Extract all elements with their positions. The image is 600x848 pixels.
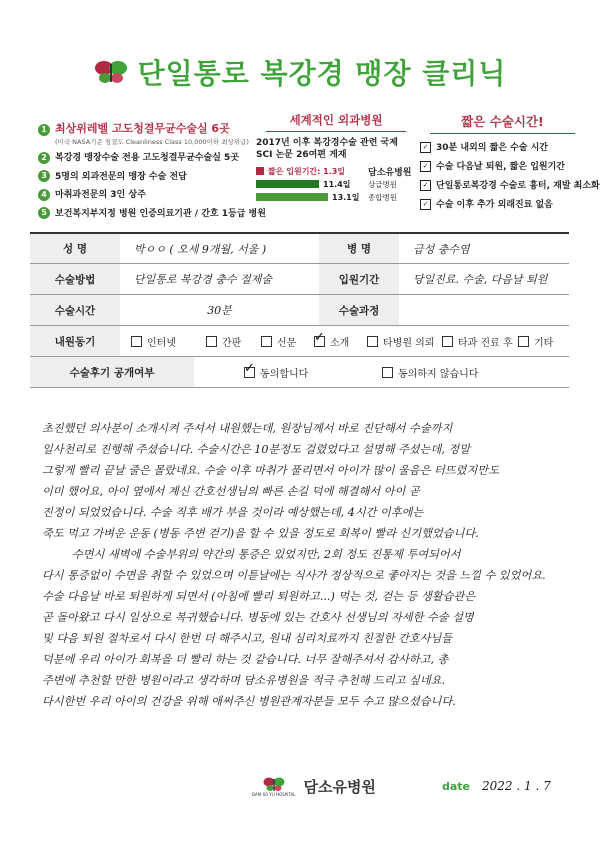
- butterfly-logo-icon: [263, 776, 285, 792]
- stay-bar-legend: 상급병원: [368, 179, 397, 189]
- time-value: 30분: [207, 304, 232, 317]
- checkbox-icon[interactable]: [382, 367, 393, 378]
- form-row-method: [30, 264, 569, 295]
- letter-line: 수술 다음날 바로 퇴원하게 되면서 (아침에 빨리 퇴원하고...) 먹는 것, 걷는 등 생활습관은: [42, 590, 476, 603]
- review-letter: [42, 418, 557, 712]
- form-row-consent: [30, 357, 569, 388]
- stay-bar-row: [256, 178, 416, 190]
- features-panel: [38, 120, 266, 219]
- motive-option-etc[interactable]: 기타: [518, 326, 553, 356]
- divider: [266, 131, 406, 132]
- consent-yes-option[interactable]: ✓ 동의합니다: [244, 357, 308, 387]
- stay-bar-row: [256, 191, 416, 203]
- checkbox-icon[interactable]: [261, 336, 272, 347]
- letter-line: 곧 돌아왔고 다시 일상으로 복귀했습니다. 병동에 있는 간호사 선생님의 자세한 수술 설명: [42, 611, 474, 624]
- feature-item: 1 최상위레벨 고도청결무균수술실 6곳: [38, 120, 266, 136]
- checkbox-icon[interactable]: [518, 336, 529, 347]
- hospital-emblem: [252, 776, 295, 797]
- checkbox-icon[interactable]: [442, 336, 453, 347]
- stay-bar: [256, 167, 264, 175]
- date-label: date: [442, 779, 471, 793]
- hospital-name: 담소유병원: [303, 778, 376, 796]
- time-label: 수술시간: [30, 295, 120, 325]
- check-icon: ✓: [420, 180, 431, 191]
- short-item: ✓ 수술 다음날 퇴원, 짧은 입원기간: [420, 159, 585, 172]
- check-icon: ✓: [420, 142, 431, 153]
- motive-option-other-dept[interactable]: 타과 진료 후: [442, 326, 513, 356]
- world-class-panel: [256, 112, 416, 204]
- letter-line: 초진했던 의사분이 소개시켜 주셔서 내원했는데, 원장님께서 바로 진단해서 수술까지: [42, 422, 453, 435]
- consent-label: 수술후기 공개여부: [30, 357, 194, 387]
- world-line-1: 2017년 이후 복강경수술 관련 국제: [256, 138, 398, 148]
- stay-bar-legend: 종합병원: [368, 192, 397, 202]
- divider: [430, 133, 575, 134]
- page-title: 단일통로 복강경 맹장 클리닉: [137, 57, 507, 90]
- stay-value: 당일진료. 수술, 다음날 퇴원: [413, 273, 548, 286]
- feature-item: 3 5명의 외과전문의 맹장 수술 전담: [38, 169, 266, 183]
- check-icon: ✓: [420, 199, 431, 210]
- letter-line: 죽도 먹고 가벼운 운동 (병동 주변 걷기)을 할 수 있을 정도로 회복이 빨라 신기했었습니다.: [42, 527, 479, 540]
- feature-item: 4 마취과전문의 3인 상주: [38, 187, 266, 201]
- method-label: 수술방법: [30, 264, 120, 294]
- letter-line: 다시 통증없이 수면을 취할 수 있었으며 이튿날에는 식사가 정상적으로 좋아지는 것을 느낄 수 있었어요.: [42, 569, 546, 582]
- motive-option-internet[interactable]: 인터넷: [131, 326, 176, 356]
- stay-bar-row: [256, 165, 416, 177]
- disease-value: 급성 충수염: [413, 242, 470, 256]
- feature-item: 5 보건복지부지정 병원 인증의료기관 / 간호 1등급 병원: [38, 206, 266, 220]
- page-header: [0, 52, 600, 92]
- letter-line: 주변에 추천할 만한 병원이라고 생각하며 담소유병원을 적극 추천해 드리고 싶네요.: [42, 674, 446, 687]
- butterfly-logo-icon: [94, 58, 128, 86]
- letter-line: 그렇게 빨리 끝날 줄은 몰랐네요. 수술 이후 마취가 풀리면서 아이가 많이 울음은 터뜨렸지만도: [42, 464, 499, 477]
- review-form: [30, 232, 569, 388]
- form-row-time: [30, 295, 569, 326]
- motive-label: 내원동기: [30, 326, 120, 356]
- date-value: 2022 . 1 . 7: [482, 779, 551, 793]
- short-item: ✓ 단일통로복강경 수술로 흉터, 재발 최소화: [420, 178, 585, 191]
- motive-option-signboard[interactable]: 간판: [206, 326, 241, 356]
- process-value: [399, 295, 569, 325]
- form-row-motive: [30, 326, 569, 357]
- stay-bar: [256, 180, 319, 188]
- stay-bar-legend: 담소유병원: [368, 167, 412, 178]
- letter-line: 이미 했어요, 아이 옆에서 계신 간호선생님의 빠른 손길 덕에 해결해서 아이 곧: [42, 485, 420, 498]
- checkbox-checked-icon[interactable]: [244, 367, 255, 378]
- consent-no-option[interactable]: 동의하지 않습니다: [382, 357, 478, 387]
- letter-line: 덕분에 우리 아이가 회복을 더 빨리 하는 것 같습니다. 너무 잘해주셔서 감사하고, 총: [42, 653, 449, 666]
- form-row-name: [30, 234, 569, 264]
- short-heading: 짧은 수술시간!: [461, 114, 544, 129]
- name-value: 박ㅇㅇ ( 오세 9개월, 서울 ): [134, 242, 267, 256]
- world-line-2: SCI 논문 26여편 게재: [256, 150, 347, 160]
- letter-line: 진정이 되었었습니다. 수술 직후 배가 부을 것이라 예상했는데, 4시간 이후에는: [42, 506, 424, 519]
- feature-subnote: (미국 NASA기준 청결도 Cleanliness Class 10,000이하 최상위급): [55, 138, 249, 146]
- feature-item: 2 복강경 맹장수술 전용 고도청결무균수술실 5곳: [38, 150, 266, 164]
- disease-label: 병 명: [319, 234, 399, 263]
- hospital-logo-text: DAM SO YU HOSPITAL: [252, 792, 296, 797]
- letter-line: 수면시 새벽에 수술부위의 약간의 통증은 있었지만, 2회 정도 진통제 투여되어서: [72, 548, 461, 561]
- footer-hospital-logo: [252, 776, 376, 797]
- letter-line: 다시한번 우리 아이의 건강을 위해 애써주신 병원관계자분들 모두 수고 많으셨습니다.: [42, 695, 456, 708]
- method-value: 단일통로 복강경 충수 절제술: [134, 273, 273, 286]
- stay-label: 입원기간: [319, 264, 399, 294]
- letter-line: 및 다음 퇴원 절차로서 다시 한번 더 해주시고, 원내 심리치료까지 친절한 간호사님들: [42, 632, 453, 645]
- stay-bar: [256, 193, 328, 201]
- process-label: 수술과정: [319, 295, 399, 325]
- short-surgery-panel: [420, 112, 600, 210]
- name-label: 성 명: [30, 234, 120, 263]
- stay-bar-label: 13.1일: [332, 192, 360, 202]
- date-field: [442, 779, 551, 793]
- motive-option-referral[interactable]: ✓ 소개: [314, 326, 349, 356]
- checkbox-icon[interactable]: [131, 336, 142, 347]
- short-item: ✓ 수술 이후 추가 외래진료 없음: [420, 197, 585, 210]
- letter-line: 일사천리로 진행해 주셨습니다. 수술시간은 10분정도 걸렸었다고 설명해 주셨는데, 정말: [42, 443, 471, 456]
- check-icon: ✓: [420, 161, 431, 172]
- world-heading: 세계적인 외과병원: [289, 113, 383, 127]
- stay-bar-label: 11.4일: [323, 179, 351, 189]
- stay-length-bars: [256, 165, 416, 203]
- checkbox-icon[interactable]: [367, 336, 378, 347]
- checkbox-icon[interactable]: [206, 336, 217, 347]
- motive-option-newspaper[interactable]: 신문: [261, 326, 296, 356]
- short-item: ✓ 30분 내외의 짧은 수술 시간: [420, 140, 585, 153]
- stay-bar-label: 짧은 입원기간: 1.3일: [268, 166, 346, 176]
- checkbox-checked-icon[interactable]: [314, 336, 325, 347]
- motive-option-other-hospital[interactable]: 타병원 의뢰: [367, 326, 434, 356]
